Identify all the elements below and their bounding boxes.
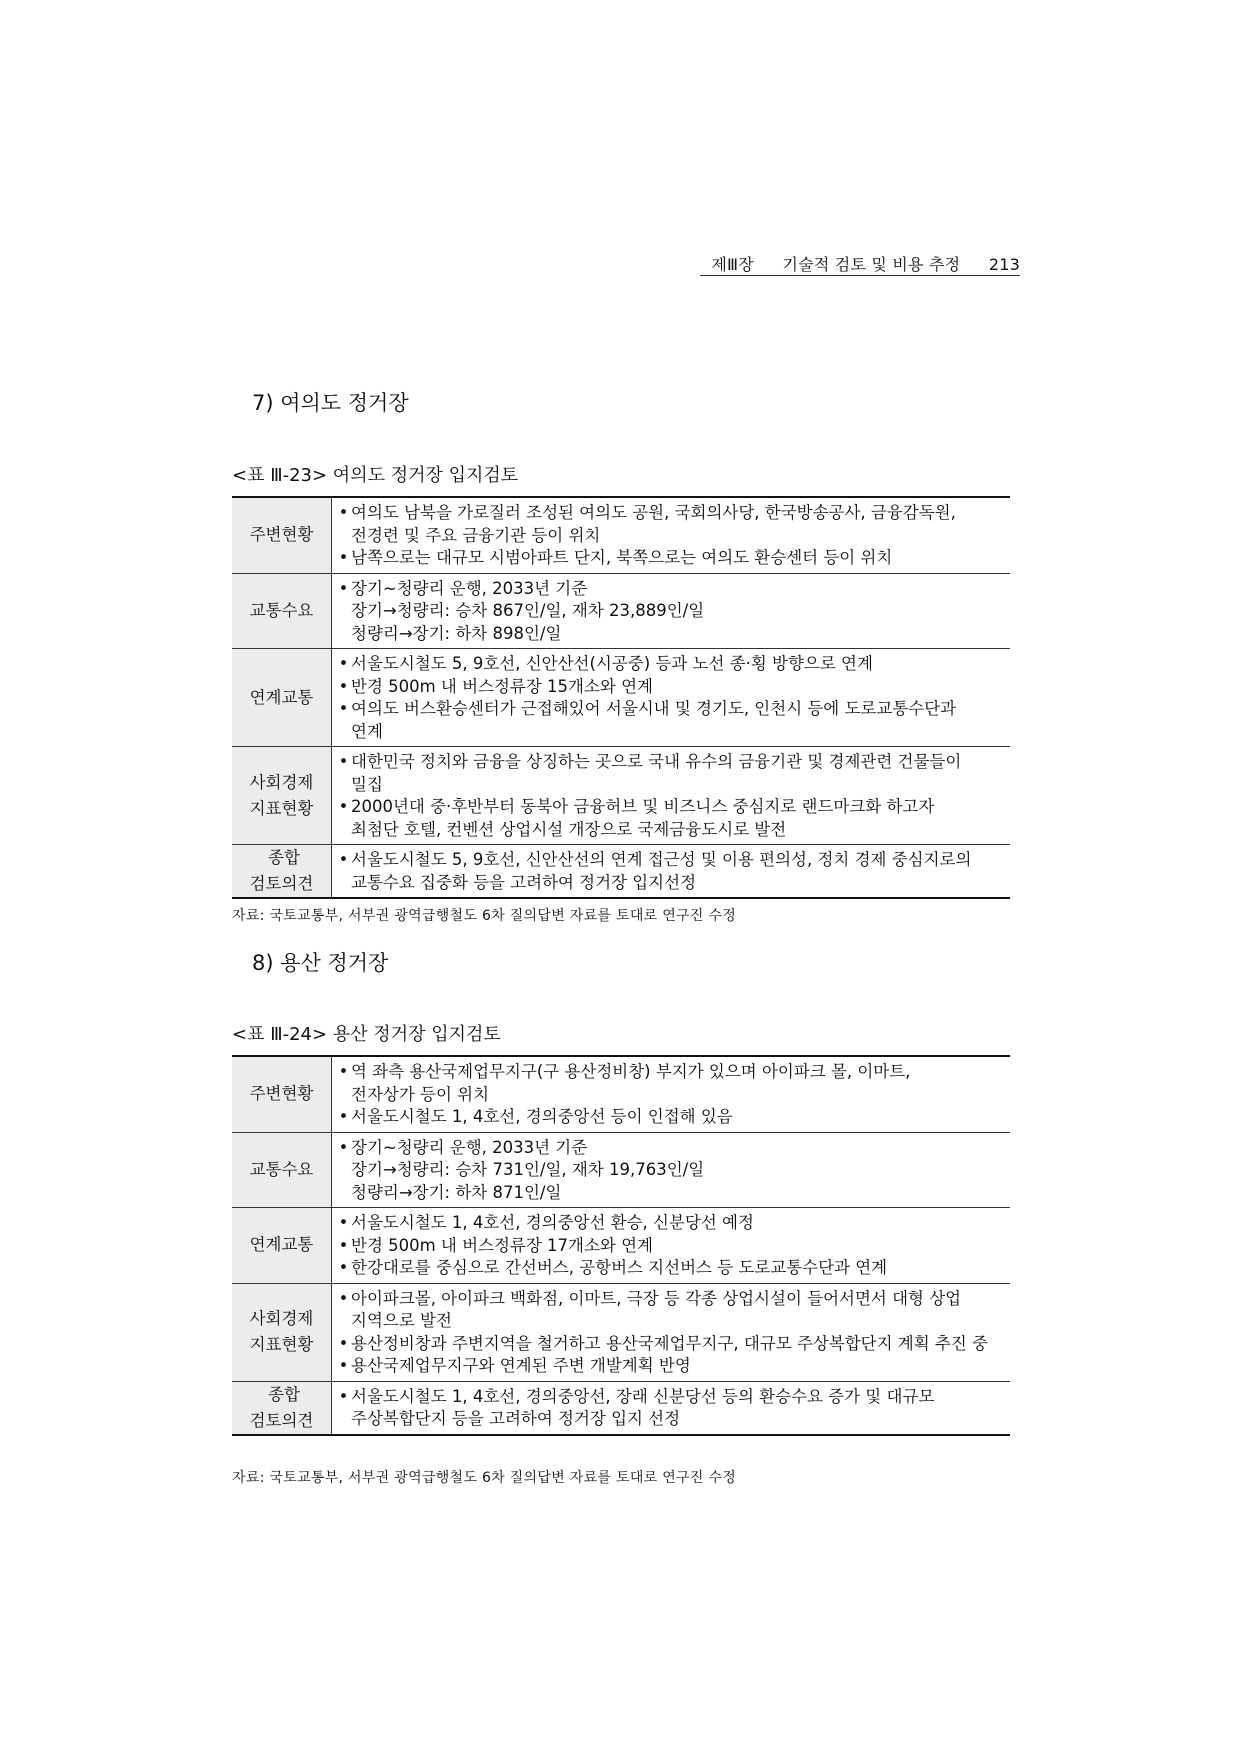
bullet-item: • 2000년대 중·후반부터 동북아 금융허브 및 비즈니스 중심지로 랜드마크화 하고자: [336, 796, 1010, 819]
row-content: [332, 1056, 1011, 1132]
bullet-item: • 남쪽으로는 대규모 시범아파트 단지, 북쪽으로는 여의도 환승센터 등이 위치: [336, 547, 1010, 570]
row-content: [332, 497, 1011, 573]
row-label: [232, 747, 332, 845]
table-row: [232, 573, 1010, 649]
section-heading-yeouido: 7) 여의도 정거장: [252, 391, 409, 415]
bullet-item: • 서울도시철도 1, 4호선, 경의중앙선 등이 인접해 있음: [336, 1106, 1010, 1129]
continuation-line: 전자상가 등이 위치: [351, 1084, 490, 1104]
continuation-line: 장기→청량리: 승차 867인/일, 재차 23,889인/일: [351, 601, 705, 620]
running-header: [640, 252, 1020, 275]
row-label-line: 검토의견: [249, 1410, 314, 1430]
row-label-line: 연계교통: [249, 687, 314, 707]
source-note-yongsan: 자료: 국토교통부, 서부권 광역급행철도 6차 질의답변 자료를 토대로 연구진 수정: [232, 1470, 737, 1486]
row-content: [332, 845, 1011, 899]
row-label: [232, 573, 332, 649]
bullet-item: • 아이파크몰, 아이파크 백화점, 이마트, 극장 등 각종 상업시설이 들어서면서 대형 상업: [336, 1288, 1010, 1311]
row-label-line: 사회경제: [249, 1309, 314, 1328]
site-review-table-yeouido: [232, 496, 1010, 899]
row-content: [332, 1208, 1011, 1284]
row-label: [232, 1132, 332, 1208]
continuation-line: 지역으로 발전: [351, 1311, 452, 1330]
bullet-item: • 한강대로를 중심으로 간선버스, 공항버스 지선버스 등 도로교통수단과 연계: [336, 1257, 1010, 1280]
table-row: [232, 747, 1010, 845]
row-label-line: [232, 845, 331, 871]
label-glyph: 종: [268, 1384, 284, 1404]
label-glyph: 합: [284, 1384, 300, 1404]
bullet-item: • 반경 500m 내 버스정류장 15개소와 연계: [336, 676, 1010, 699]
row-label: [232, 497, 332, 573]
bullet-item: • 여의도 버스환승센터가 근접해있어 서울시내 및 경기도, 인천시 등에 도로교통수단과: [336, 698, 1010, 721]
continuation-line: 주상복합단지 등을 고려하여 정거장 입지 선정: [351, 1409, 681, 1428]
continuation-line: 교통수요 집중화 등을 고려하여 정거장 입지선정: [351, 872, 697, 892]
row-label: [232, 649, 332, 747]
continuation-line: 전경련 및 주요 금융기관 등이 위치: [351, 525, 601, 545]
table-row: [232, 497, 1010, 573]
bullet-item: • 서울도시철도 1, 4호선, 경의중앙선, 장래 신분당선 등의 환승수요 증가 및 대규모: [336, 1386, 1010, 1409]
bullet-item: • 용산정비창과 주변지역을 철거하고 용산국제업무지구, 대규모 주상복합단지 계획 추진 중: [336, 1333, 1010, 1356]
table-row: [232, 1132, 1010, 1208]
header-rule: [700, 275, 1020, 276]
table-row: [232, 649, 1010, 747]
row-content: [332, 747, 1011, 845]
page-number: 213: [988, 255, 1020, 274]
row-content: [332, 649, 1011, 747]
row-content: [332, 1283, 1011, 1381]
row-label-line: 검토의견: [249, 874, 314, 893]
table-caption-yeouido: <표 Ⅲ-23> 여의도 정거장 입지검토: [232, 465, 519, 486]
row-label: [232, 845, 332, 899]
continuation-line: 장기→청량리: 승차 731인/일, 재차 19,763인/일: [351, 1160, 705, 1179]
table-row: [232, 1056, 1010, 1132]
continuation-line: 밀집: [351, 774, 383, 794]
table-caption-yongsan: <표 Ⅲ-24> 용산 정거장 입지검토: [232, 1024, 501, 1045]
row-content: [332, 1381, 1011, 1435]
table-row: [232, 845, 1010, 899]
bullet-item: • 서울도시철도 1, 4호선, 경의중앙선 환승, 신분당선 예정: [336, 1212, 1010, 1235]
bullet-item: • 서울도시철도 5, 9호선, 신안산선의 연계 접근성 및 이용 편의성, 정치 경제 중심지로의: [336, 849, 1010, 872]
row-label-line: 교통수요: [249, 600, 314, 620]
label-glyph: 합: [284, 848, 300, 867]
table-row: [232, 1381, 1010, 1435]
row-label: [232, 1283, 332, 1381]
continuation-line: 최첨단 호텔, 컨벤션 상업시설 개장으로 국제금융도시로 발전: [351, 819, 787, 839]
row-content: [332, 573, 1011, 649]
row-label-line: [232, 1382, 331, 1408]
continuation-line: 연계: [351, 721, 383, 741]
row-label-line: 교통수요: [249, 1159, 314, 1179]
source-note-yeouido: 자료: 국토교통부, 서부권 광역급행철도 6차 질의답변 자료를 토대로 연구진 수정: [232, 908, 737, 924]
row-label-line: 주변현황: [249, 525, 314, 545]
continuation-line: 청량리→장기: 하차 898인/일: [351, 623, 562, 643]
row-label-line: 연계교통: [249, 1235, 314, 1255]
row-label-line: 사회경제: [249, 772, 314, 792]
bullet-item: • 장기~청량리 운행, 2033년 기준: [336, 1137, 1010, 1160]
continuation-line: 청량리→장기: 하차 871인/일: [351, 1182, 562, 1202]
row-label: [232, 1208, 332, 1284]
table-row: [232, 1283, 1010, 1381]
row-content: [332, 1132, 1011, 1208]
chapter-title: 기술적 검토 및 비용 추정: [782, 255, 961, 274]
row-label: [232, 1381, 332, 1435]
row-label: [232, 1056, 332, 1132]
bullet-item: • 여의도 남북을 가로질러 조성된 여의도 공원, 국회의사당, 한국방송공사, 금융감독원,: [336, 502, 1010, 525]
bullet-item: • 대한민국 정치와 금융을 상징하는 곳으로 국내 유수의 금융기관 및 경제관련 건물들이: [336, 751, 1010, 774]
site-review-table-yongsan: [232, 1055, 1010, 1436]
chapter-label: 제Ⅲ장: [711, 255, 754, 274]
section-heading-yongsan: 8) 용산 정거장: [252, 951, 389, 975]
bullet-item: • 용산국제업무지구와 연계된 주변 개발계획 반영: [336, 1355, 1010, 1378]
bullet-item: • 반경 500m 내 버스정류장 17개소와 연계: [336, 1235, 1010, 1258]
bullet-item: • 장기~청량리 운행, 2033년 기준: [336, 578, 1010, 601]
row-label-line: 지표현황: [249, 798, 314, 818]
row-label-line: 지표현황: [249, 1335, 314, 1354]
label-glyph: 종: [268, 848, 284, 867]
row-label-line: 주변현황: [249, 1084, 314, 1104]
bullet-item: • 역 좌측 용산국제업무지구(구 용산정비창) 부지가 있으며 아이파크 몰, 이마트,: [336, 1061, 1010, 1084]
bullet-item: • 서울도시철도 5, 9호선, 신안산선(시공중) 등과 노선 종·횡 방향으로 연계: [336, 653, 1010, 676]
table-row: [232, 1208, 1010, 1284]
